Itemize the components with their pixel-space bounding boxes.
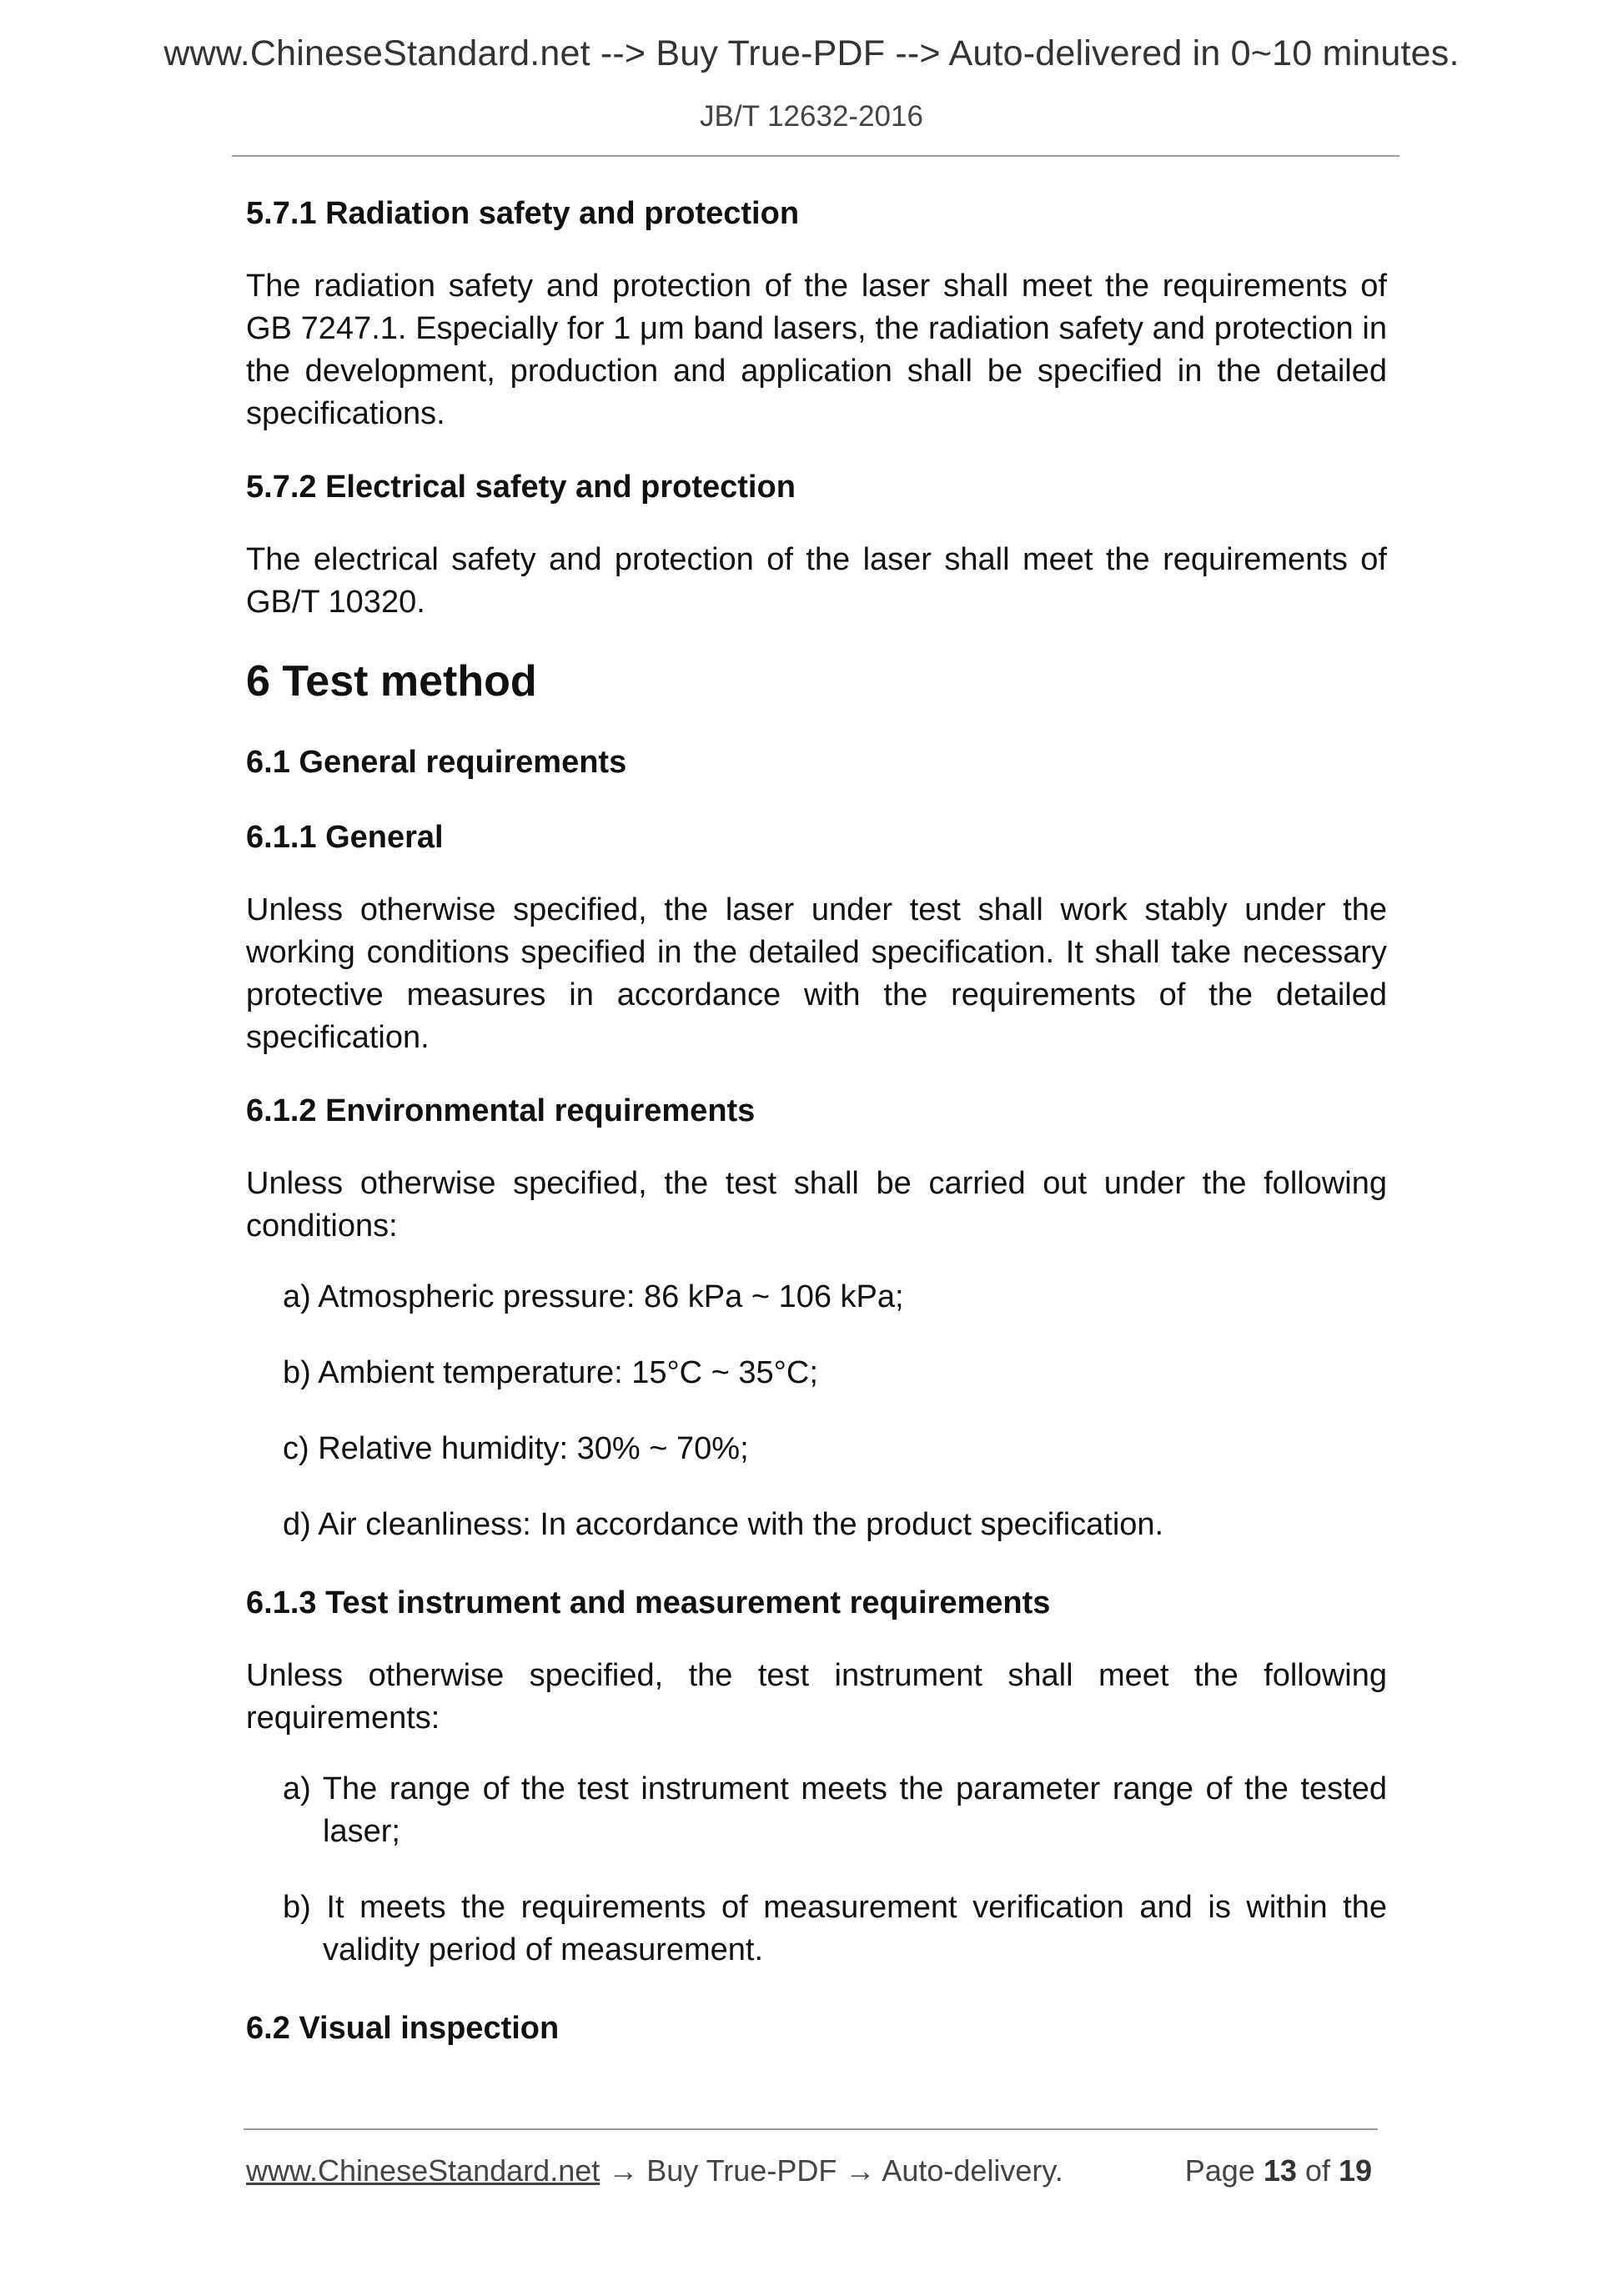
- page-total: 19: [1338, 2153, 1372, 2188]
- section-6-2-heading: 6.2 Visual inspection: [246, 2011, 560, 2046]
- section-6-1-3-paragraph: Unless otherwise specified, the test instrument shall meet the following requirements:: [246, 1658, 1387, 1736]
- section-5-7-1-paragraph: The radiation safety and protection of the laser shall meet the requirements of GB 7247.1. Especially for 1 μm band lasers, the radiation safety and protection in the development, production and application shall be specified in the detailed specifications.: [246, 269, 1387, 431]
- section-5-7-1-heading: 5.7.1 Radiation safety and protection: [246, 196, 800, 231]
- section-6-1-3-heading: 6.1.3 Test instrument and measurement requirements: [246, 1585, 1051, 1620]
- section-6-1-1-paragraph: Unless otherwise specified, the laser under test shall work stably under the working conditions specified in the detailed specification. It shall take necessary protective measures in accordance with the requirements of the detailed specification.: [246, 892, 1387, 1055]
- section-6-1-1-heading: 6.1.1 General: [246, 820, 444, 855]
- page-label: Page: [1184, 2153, 1255, 2188]
- list-item: c) Relative humidity: 30% ~ 70%;: [283, 1431, 749, 1466]
- header-divider: [232, 155, 1399, 157]
- page-footer: [246, 2153, 1380, 2188]
- list-item: a) The range of the test instrument meets the parameter range of the tested laser;: [283, 1771, 1387, 1849]
- document-code: JB/T 12632-2016: [700, 100, 923, 133]
- footer-tagline: → Buy True-PDF → Auto-delivery.: [600, 2153, 1063, 2188]
- list-item: d) Air cleanliness: In accordance with the product specification.: [283, 1507, 1164, 1542]
- list-item: b) Ambient temperature: 15°C ~ 35°C;: [283, 1355, 818, 1390]
- footer-website-link[interactable]: www.ChineseStandard.net: [246, 2153, 600, 2188]
- page-content: [246, 190, 1387, 2080]
- section-6-1-2-heading: 6.1.2 Environmental requirements: [246, 1093, 756, 1128]
- page-number: 13: [1263, 2153, 1297, 2188]
- of-label: of: [1304, 2153, 1330, 2188]
- section-6-1-2-paragraph: Unless otherwise specified, the test shall be carried out under the following conditions:: [246, 1166, 1387, 1243]
- section-5-7-2-heading: 5.7.2 Electrical safety and protection: [246, 470, 796, 505]
- header-banner: www.ChineseStandard.net --> Buy True-PDF --> Auto-delivered in 0~10 minutes.: [163, 33, 1460, 73]
- section-6-heading: 6 Test method: [246, 657, 537, 706]
- list-item: a) Atmospheric pressure: 86 kPa ~ 106 kPa;: [283, 1279, 904, 1314]
- list-item: b) It meets the requirements of measurement verification and is within the validity period of measurement.: [283, 1890, 1387, 1967]
- footer-divider: [244, 2128, 1378, 2130]
- page-indicator: [1185, 2153, 1372, 2188]
- section-6-1-heading: 6.1 General requirements: [246, 745, 627, 780]
- section-5-7-2-paragraph: The electrical safety and protection of the laser shall meet the requirements of GB/T 10320.: [246, 542, 1387, 620]
